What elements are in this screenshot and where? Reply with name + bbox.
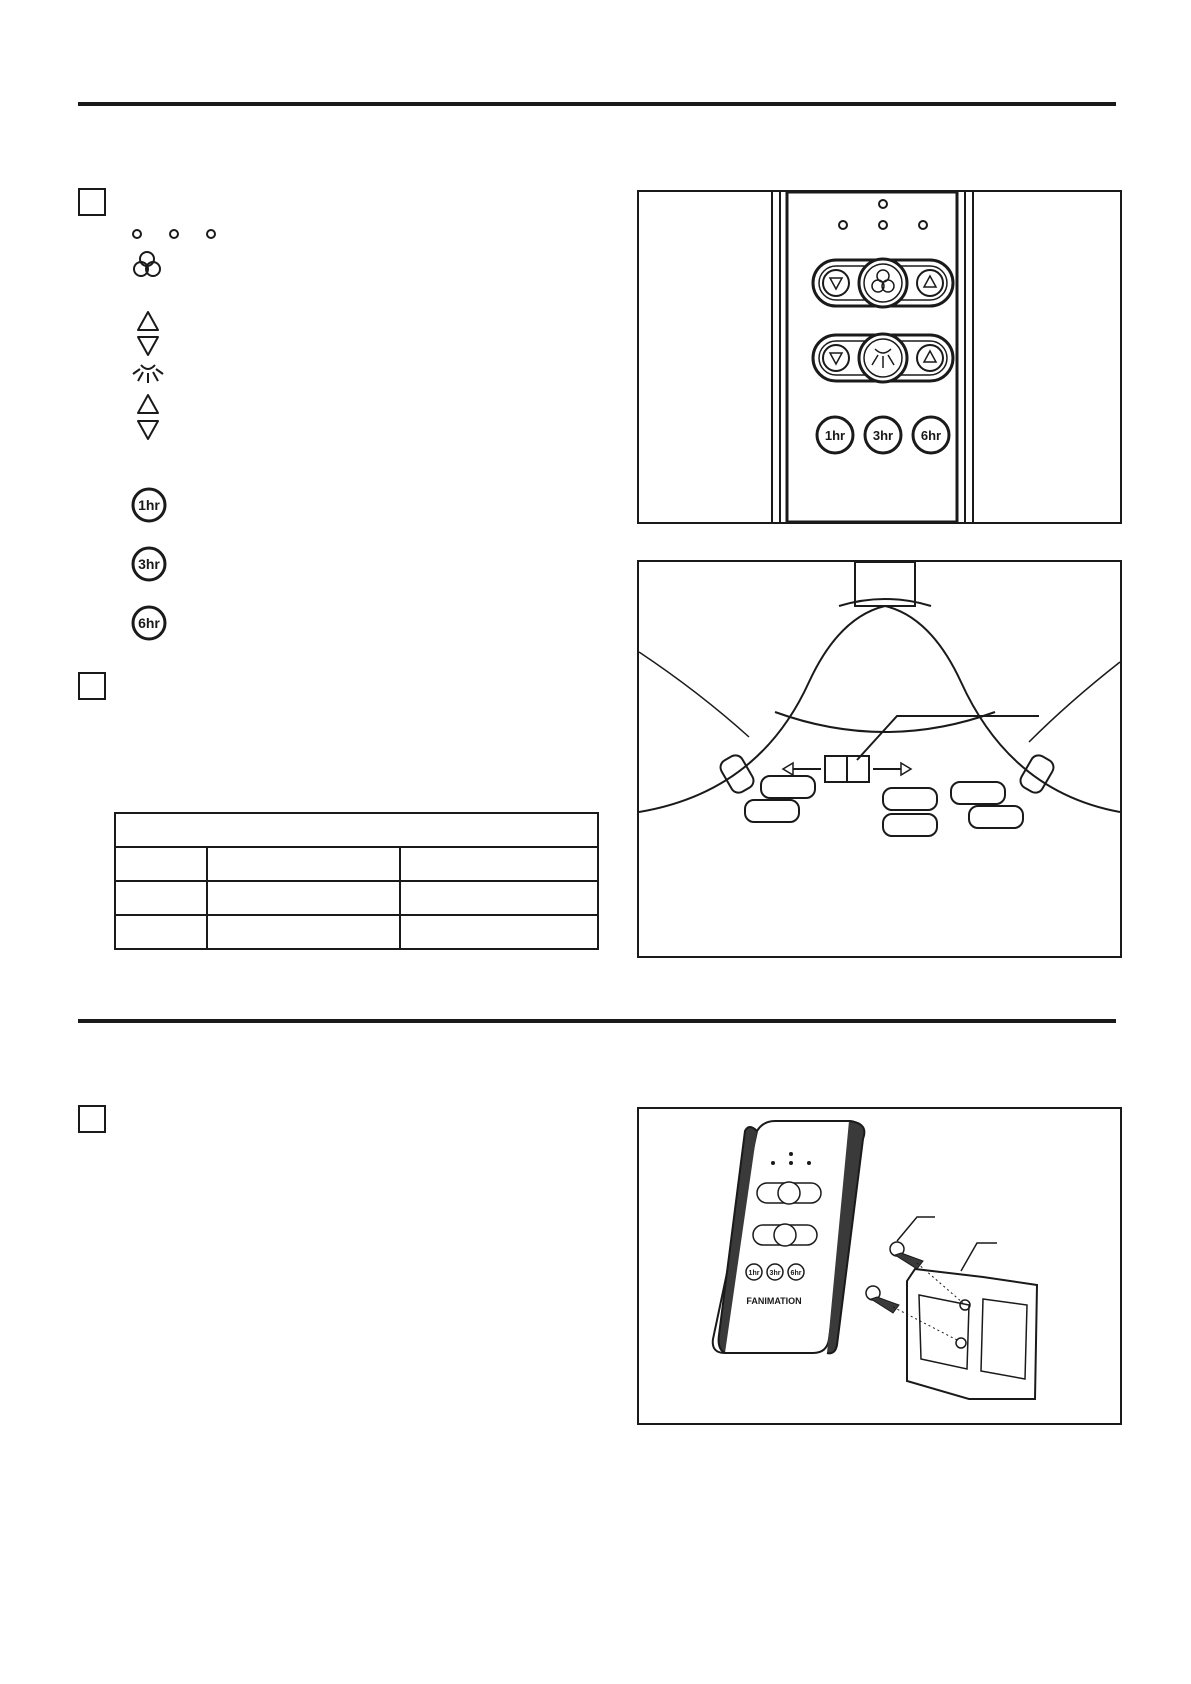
step-2-box [78, 672, 106, 700]
remote-timer-3hr-label: 3hr [872, 428, 894, 443]
brand-logo-text: FANIMATION [746, 1296, 802, 1306]
table-row [115, 915, 598, 949]
remote-holder [907, 1269, 1037, 1399]
remote-control [713, 1121, 865, 1353]
arrow-down-icon [136, 419, 160, 441]
holder-timer-3hr-label: 3hr [769, 1270, 781, 1277]
step-3-box [78, 1105, 106, 1133]
timer-1hr-label: 1hr [138, 497, 160, 513]
remote-timer-6hr-label: 6hr [920, 428, 942, 443]
table-row [115, 881, 598, 915]
screw-icon [890, 1242, 923, 1269]
table-cell [400, 881, 598, 915]
remote-holder-figure [637, 1107, 1122, 1425]
arrow-up-icon [136, 393, 160, 415]
timer-3hr-icon [131, 546, 167, 582]
fan-icon [132, 250, 162, 278]
table-cell [115, 881, 207, 915]
table-header [115, 813, 598, 847]
table-cell [207, 915, 400, 949]
remote-closeup-figure [637, 190, 1122, 524]
arrow-down-icon [136, 335, 160, 357]
screw-icon [866, 1286, 899, 1313]
table-cell [207, 881, 400, 915]
remote-holder-illustration [639, 1109, 1120, 1423]
table-header-row [115, 813, 598, 847]
section-divider-middle [78, 1019, 1116, 1023]
table-column-header [207, 847, 400, 881]
table-column-header [115, 847, 207, 881]
table-cell [400, 915, 598, 949]
timer-1hr-icon [131, 487, 167, 523]
section-divider-top [78, 102, 1116, 106]
motor-switch-illustration [639, 562, 1120, 956]
light-icon [132, 361, 164, 385]
remote-closeup-illustration [639, 192, 1120, 522]
holder-timer-1hr-label: 1hr [748, 1270, 760, 1277]
timer-6hr-icon [131, 605, 167, 641]
indicator-lights-icon [130, 227, 220, 241]
table-column-header [400, 847, 598, 881]
table-column-row [115, 847, 598, 881]
timer-3hr-label: 3hr [138, 556, 160, 572]
holder-timer-6hr-label: 6hr [790, 1270, 802, 1277]
step-1-box [78, 188, 106, 216]
remote-timer-1hr-label: 1hr [824, 428, 846, 443]
motor-switch-figure [637, 560, 1122, 958]
table-cell [115, 915, 207, 949]
arrow-up-icon [136, 310, 160, 332]
timer-6hr-label: 6hr [138, 615, 160, 631]
settings-table [114, 812, 599, 950]
